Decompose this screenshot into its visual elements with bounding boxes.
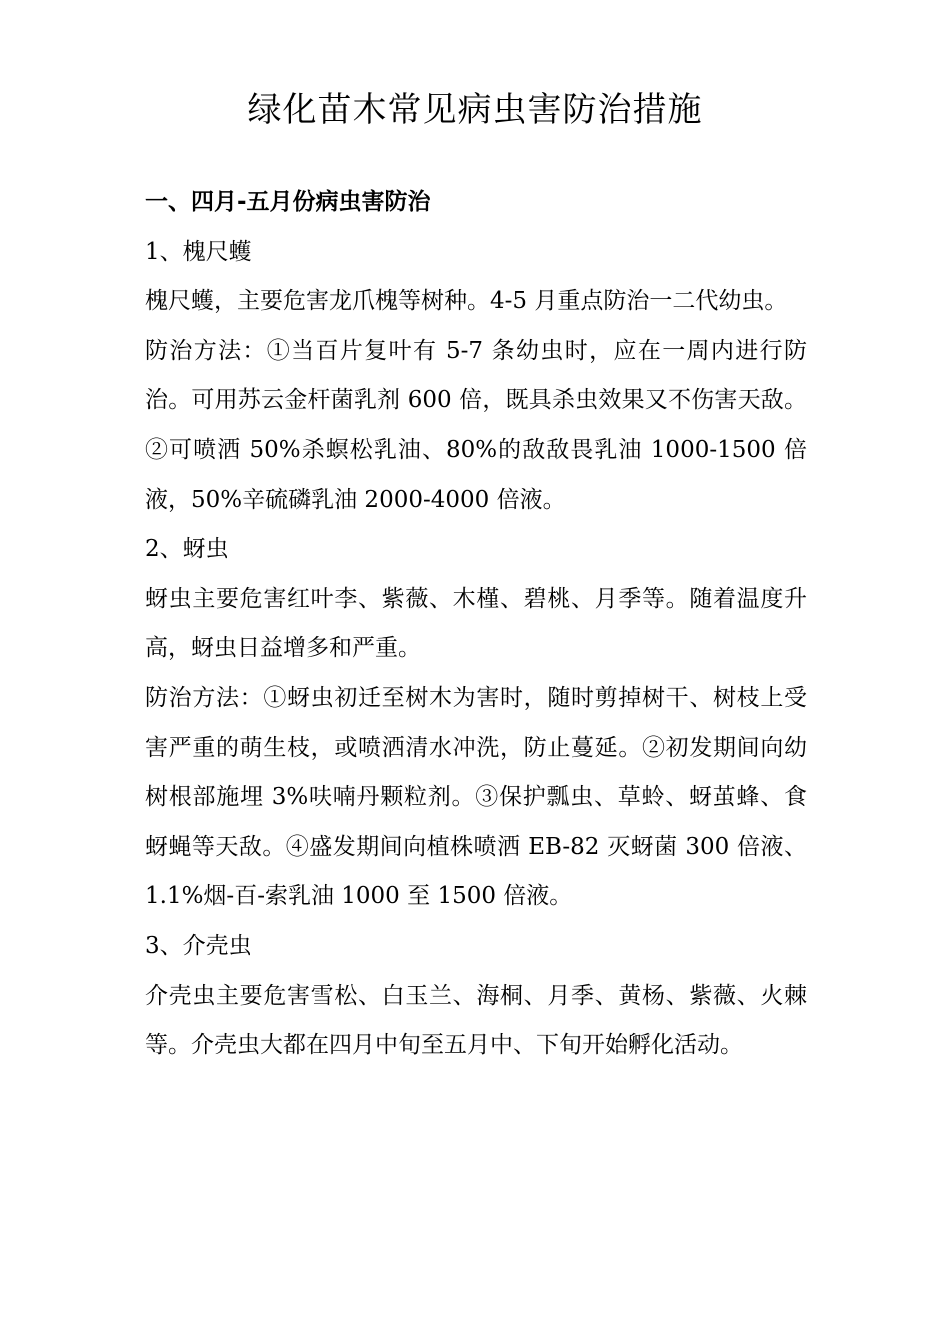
item-heading-aphid: 2、蚜虫 — [145, 536, 229, 563]
item-heading-chifu: 1、槐尺蠖 — [145, 238, 252, 265]
document-title: 绿化苗木常见病虫害防治措施 — [247, 90, 703, 130]
item-method-aphid: 防治方法：①蚜虫初迁至树木为害时，随时剪掉树干、树枝上受害严重的萌生枝，或喷洒清水冲洗，防止蔓延。②初发期间向幼树根部施埋 3%呋喃丹颗粒剂。③保护瓢虫、草蛉、蚜茧蜂、食蚜蝇等天敌。④盛发期间向植株喷洒 EB-82 灭蚜菌 300 倍液、1.1%烟-百-索乳油 1000 至 1500 倍液。 — [145, 684, 807, 910]
item-description-scale-insect: 介壳虫主要危害雪松、白玉兰、海桐、月季、黄杨、紫薇、火棘等。介壳虫大都在四月中旬至五月中、下旬开始孵化活动。 — [145, 982, 807, 1059]
item-method-chifu: 防治方法：①当百片复叶有 5-7 条幼虫时，应在一周内进行防治。可用苏云金杆菌乳剂 600 倍，既具杀虫效果又不伤害天敌。②可喷洒 50%杀螟松乳油、80%的敌敌畏乳油 1000-1500 倍液，50%辛硫磷乳油 2000-4000 倍液。 — [145, 337, 807, 513]
item-heading-scale-insect: 3、介壳虫 — [145, 932, 252, 959]
item-description-chifu: 槐尺蠖，主要危害龙爪槐等树种。4-5 月重点防治一二代幼虫。 — [145, 288, 788, 315]
document-body — [145, 178, 807, 1071]
section-heading: 一、四月-五月份病虫害防治 — [145, 189, 431, 215]
item-description-aphid: 蚜虫主要危害红叶李、紫薇、木槿、碧桃、月季等。随着温度升高，蚜虫日益增多和严重。 — [145, 585, 807, 662]
